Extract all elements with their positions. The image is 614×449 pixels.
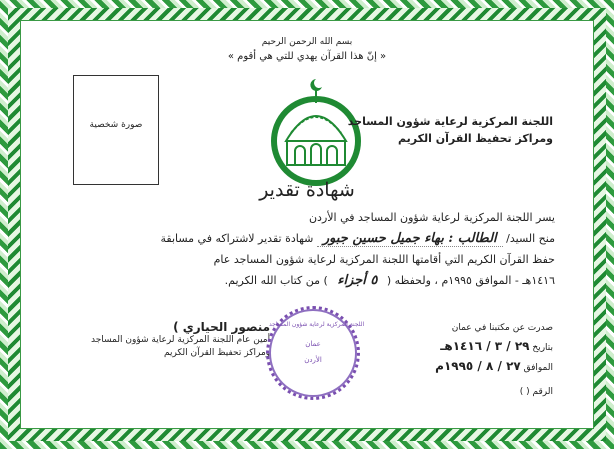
basmala: بسم الله الرحمن الرحيم	[261, 37, 353, 47]
reference-number: الرقم ( )	[519, 387, 553, 397]
body-line3: حفظ القرآن الكريم التي أقامتها اللجنة المركزية لرعاية شؤون المساجد عام	[213, 253, 555, 266]
signatory-name: منصور الحياري )	[173, 320, 271, 334]
stamp-city: عمان	[305, 340, 321, 348]
photo-box	[73, 75, 159, 185]
photo-label: صورة شخصية	[89, 120, 143, 130]
certificate	[20, 20, 594, 429]
organization-name	[348, 113, 553, 147]
issue-info	[435, 319, 553, 401]
student-name: الطالب : بهاء جميل حسين جبور	[317, 231, 503, 247]
signatory-title2: ومراكز تحفيظ القرآن الكريم	[163, 348, 271, 358]
certificate-title: شهادة تقدير	[259, 179, 355, 201]
official-stamp	[266, 306, 365, 400]
greg-label: الموافق	[523, 363, 553, 373]
parts-count: ٥ أجزاء	[337, 273, 378, 288]
line4-prefix: ١٤١٦هـ - الموافق ١٩٩٥م ، ولحفظه (	[386, 274, 555, 287]
signatory-title1: أمين عام اللجنة المركزية لرعاية شؤون المساجد	[91, 335, 271, 345]
signature-block	[91, 321, 270, 360]
stamp-country: الأردن	[304, 356, 322, 364]
body-line1: يسر اللجنة المركزية لرعاية شؤون المساجد في الأردن	[308, 211, 555, 224]
greg-date: ٢٧ / ٨ / ١٩٩٥م	[435, 359, 521, 373]
line2-prefix: منح السيد/	[506, 232, 555, 245]
quran-verse: « إنّ هذا القرآن يهدي للتي هي أقوم »	[227, 51, 387, 62]
hijri-label: بتاريخ	[532, 343, 553, 353]
stamp-ring-text: اللجنة المركزية لرعاية شؤون المساجد	[269, 321, 365, 328]
issued-at: صدرت عن مكتبنا في عمان	[451, 323, 553, 333]
line4-suffix: ) من كتاب الله الكريم.	[224, 274, 328, 287]
body-line4	[61, 273, 555, 288]
hijri-date: ٢٩ / ٣ / ١٤١٦هـ	[440, 339, 530, 353]
org-line2: ومراكز تحفيظ القرآن الكريم	[398, 132, 553, 145]
org-line1: اللجنة المركزية لرعاية شؤون المساجد	[347, 115, 553, 128]
body-line2	[61, 231, 555, 246]
line2-suffix: شهادة تقدير لاشتراكه في مسابقة	[160, 232, 314, 245]
